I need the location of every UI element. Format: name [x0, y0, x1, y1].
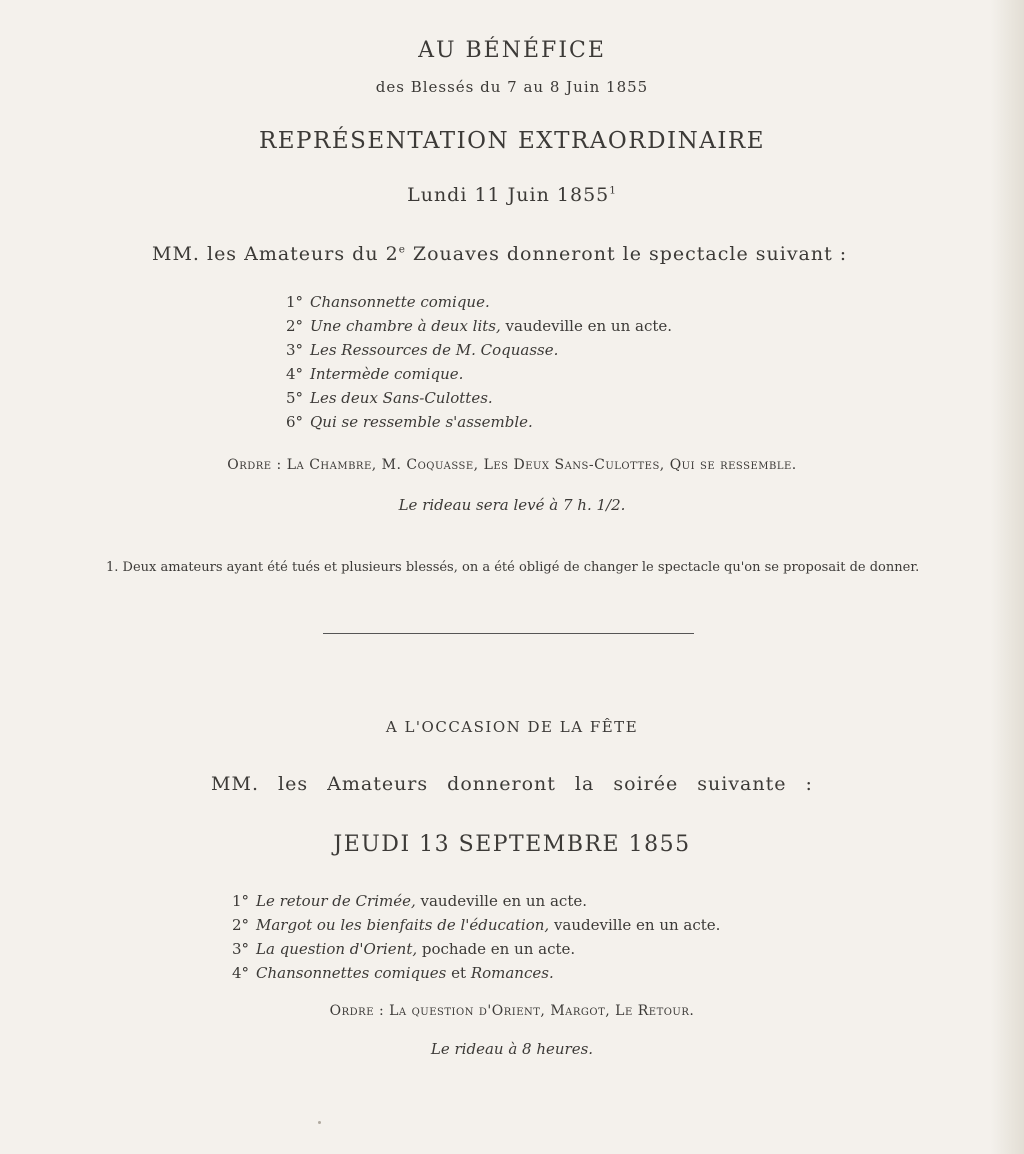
item-number: 4°: [232, 964, 250, 982]
performance-date-text: Lundi 11 Juin 1855: [407, 184, 610, 206]
item-number: 1°: [232, 892, 250, 910]
item-number: 2°: [232, 916, 250, 934]
item-title: Margot ou les bienfaits de l'éducation,: [256, 916, 550, 934]
footnote: 1. Deux amateurs ayant été tués et plusieurs blessés, on a été obligé de changer le spectacle qu'on se proposait de donner.: [106, 560, 920, 575]
soiree-intro: MM. les Amateurs donneront la soirée suivante :: [211, 773, 813, 795]
program-item: [286, 314, 672, 338]
item-title: Une chambre à deux lits,: [310, 317, 501, 335]
item-number: 4°: [286, 365, 304, 383]
page-edge-shadow: [990, 0, 1024, 1154]
program-intro-sup: e: [398, 243, 406, 256]
item-number: 2°: [286, 317, 304, 335]
program-item: [286, 362, 672, 386]
separator-rule: [323, 633, 694, 634]
item-title: Qui se ressemble s'assemble.: [310, 413, 533, 431]
program-intro-prefix: MM. les Amateurs du 2: [152, 243, 399, 265]
item-title: Les deux Sans-Culottes.: [310, 389, 493, 407]
program-item: [286, 410, 672, 434]
item-rest: vaudeville en un acte.: [415, 892, 587, 910]
order-line-1: Ordre : La Chambre, M. Coquasse, Les Deux Sans-Culottes, Qui se ressemble.: [227, 457, 797, 473]
program-item: [286, 338, 672, 362]
curtain-time-2: Le rideau à 8 heures.: [430, 1040, 594, 1058]
item-number: 3°: [286, 341, 304, 359]
program-intro-suffix: Zouaves donneront le spectacle suivant :: [405, 243, 848, 265]
program-item: [286, 290, 672, 314]
program-item: [232, 937, 720, 961]
representation-heading: REPRÉSENTATION EXTRAORDINAIRE: [258, 128, 766, 154]
item-number: 5°: [286, 389, 304, 407]
item-rest: vaudeville en un acte.: [500, 317, 673, 335]
benefice-heading: AU BÉNÉFICE: [418, 38, 606, 63]
item-title: La question d'Orient,: [256, 940, 418, 958]
item-rest: et: [446, 964, 471, 982]
program-item: [232, 961, 720, 985]
item-title: Intermède comique.: [310, 365, 464, 383]
item-title: Le retour de Crimée,: [256, 892, 416, 910]
occasion-heading: A L'OCCASION DE LA FÊTE: [385, 718, 639, 736]
item-number: 1°: [286, 293, 304, 311]
item-number: 6°: [286, 413, 304, 431]
item-rest: vaudeville en un acte.: [549, 916, 721, 934]
curtain-time-1: Le rideau sera levé à 7 h. 1/2.: [398, 496, 626, 514]
soiree-date: JEUDI 13 SEPTEMBRE 1855: [333, 832, 691, 857]
program-intro: [0, 243, 1024, 265]
item-title: Chansonnette comique.: [310, 293, 490, 311]
item-rest: pochade en un acte.: [417, 940, 576, 958]
program-list-2: [232, 889, 720, 985]
blesses-subheading: des Blessés du 7 au 8 Juin 1855: [375, 78, 649, 96]
item-title: Chansonnettes comiques: [256, 964, 447, 982]
program-list-1: [286, 290, 672, 434]
order-line-2: Ordre : La question d'Orient, Margot, Le Retour.: [329, 1003, 695, 1019]
program-item: [232, 889, 720, 913]
item-title-2: Romances.: [470, 964, 554, 982]
item-title: Les Ressources de M. Coquasse.: [310, 341, 559, 359]
paper-speck: [318, 1121, 321, 1124]
program-item: [286, 386, 672, 410]
item-number: 3°: [232, 940, 250, 958]
program-item: [232, 913, 720, 937]
footnote-mark: 1: [609, 184, 617, 197]
performance-date: [0, 184, 1024, 206]
